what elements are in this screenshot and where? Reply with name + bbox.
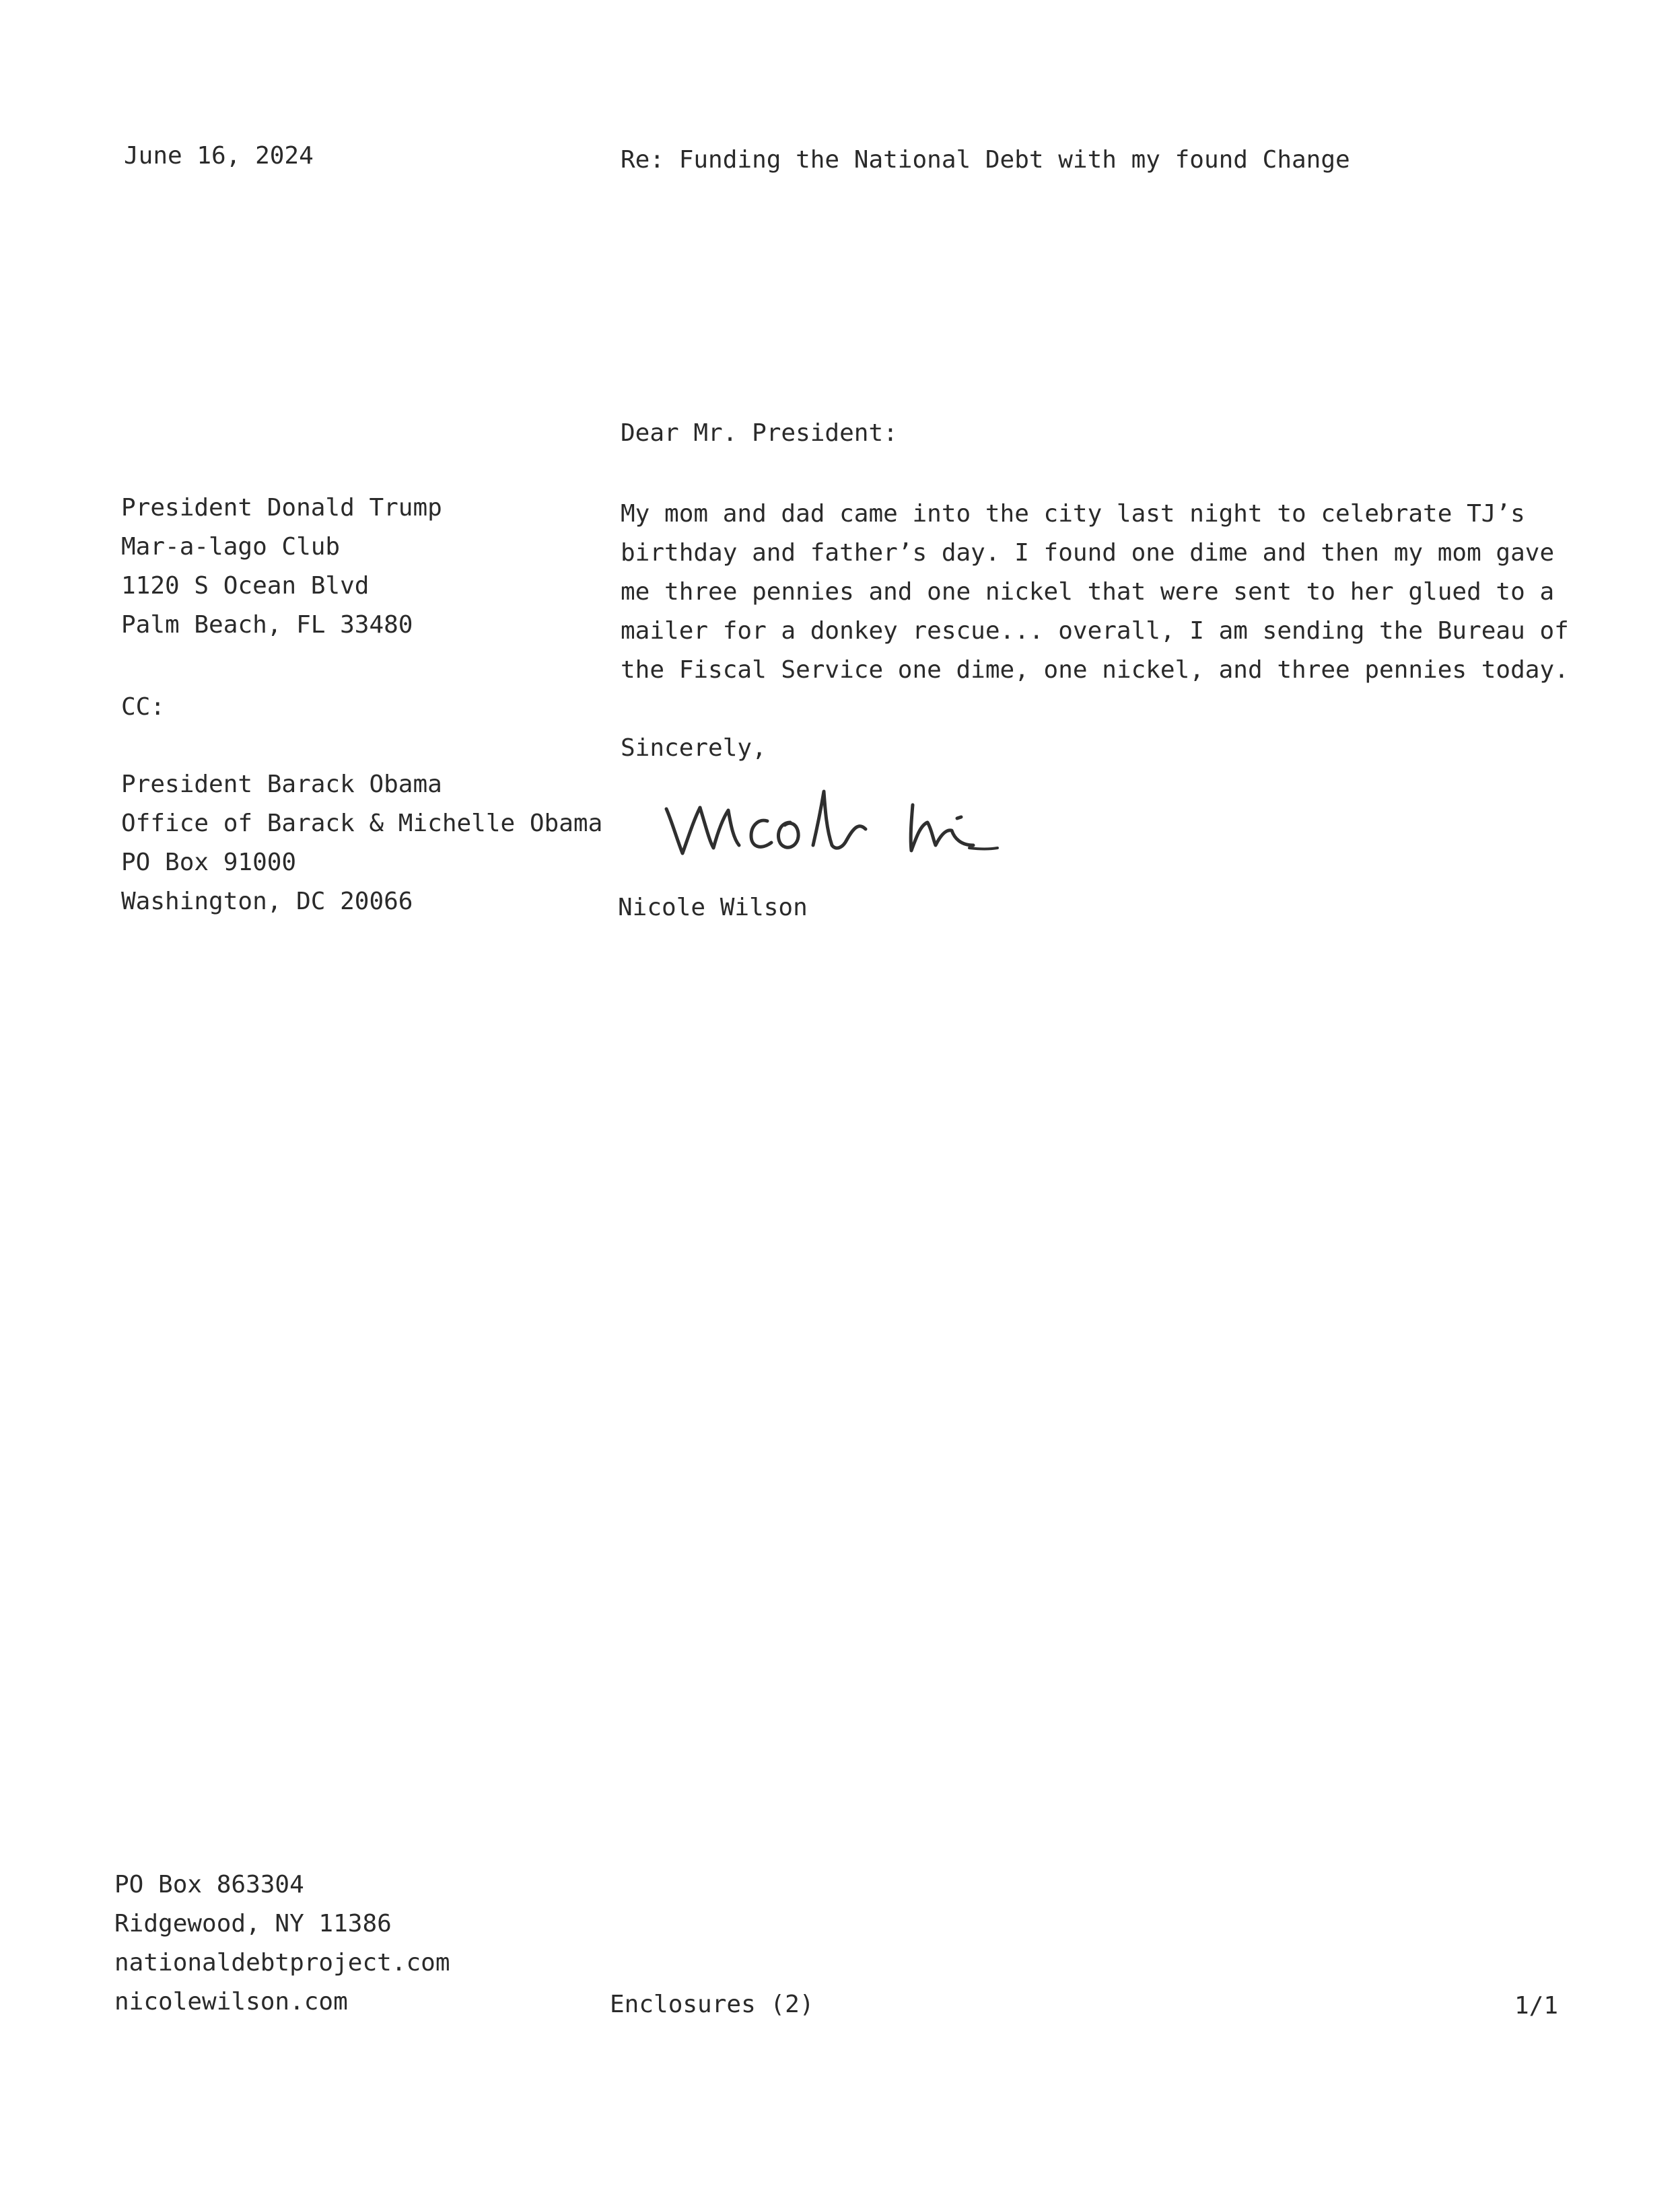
cc-line: PO Box 91000 xyxy=(121,849,297,876)
recipient-line: Mar-a-lago Club xyxy=(121,533,341,561)
cc-line: Office of Barack & Michelle Obama xyxy=(121,810,603,837)
body-line: birthday and father’s day. I found one dime and then my mom gave xyxy=(621,539,1555,567)
page-number: 1/1 xyxy=(1514,1992,1559,2020)
cc-line: President Barack Obama xyxy=(121,771,442,798)
body-line: the Fiscal Service one dime, one nickel, and three pennies today. xyxy=(621,656,1569,684)
letter-date: June 16, 2024 xyxy=(124,142,314,170)
body-line: me three pennies and one nickel that were sent to her glued to a xyxy=(621,578,1555,606)
return-address-line: nicolewilson.com xyxy=(114,1988,348,2016)
handwritten-signature xyxy=(653,781,1003,868)
recipient-line: 1120 S Ocean Blvd xyxy=(121,572,370,600)
body-line: mailer for a donkey rescue... overall, I am sending the Bureau of xyxy=(621,617,1569,645)
cc-line: Washington, DC 20066 xyxy=(121,888,413,915)
cc-label: CC: xyxy=(121,693,166,721)
body-line: My mom and dad came into the city last night to celebrate TJ’s xyxy=(621,500,1525,528)
recipient-line: President Donald Trump xyxy=(121,494,442,522)
recipient-address xyxy=(121,489,442,645)
enclosures: Enclosures (2) xyxy=(610,1991,814,2018)
letter-subject: Re: Funding the National Debt with my found Change xyxy=(621,146,1350,174)
return-address xyxy=(114,1865,450,2022)
return-address-line: Ridgewood, NY 11386 xyxy=(114,1910,392,1938)
closing: Sincerely, xyxy=(621,734,767,762)
letter-body xyxy=(621,495,1569,690)
recipient-line: Palm Beach, FL 33480 xyxy=(121,611,413,639)
return-address-line: PO Box 863304 xyxy=(114,1871,304,1898)
return-address-line: nationaldebtproject.com xyxy=(114,1949,450,1977)
salutation: Dear Mr. President: xyxy=(621,419,898,447)
cc-address xyxy=(121,765,602,921)
sender-name: Nicole Wilson xyxy=(618,894,808,921)
